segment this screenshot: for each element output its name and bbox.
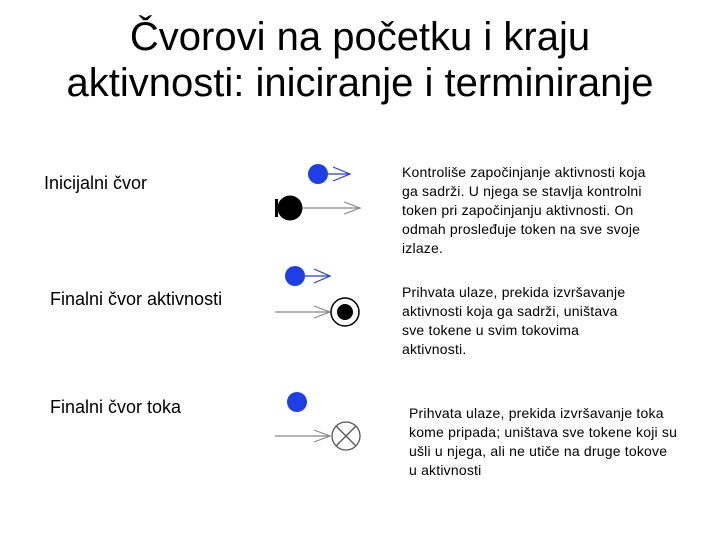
token-arrow-icon <box>328 167 350 181</box>
activity-final-node-core <box>337 304 353 320</box>
initial-node-icon <box>278 196 303 221</box>
title-line-1: Čvorovi na početku i kraju <box>129 15 591 59</box>
label-activity-final-node: Finalni čvor aktivnosti <box>50 289 223 309</box>
description-initial-node: Kontroliše započinjanje aktivnosti koja ga sadrži. U njega se stavlja kontrolni token pri započinjanju aktivnosti. On odmah prosleđuje token na sve svoje izlaze. <box>402 164 646 256</box>
token-arrow-icon <box>305 269 330 283</box>
flow-final-node-diagram <box>275 392 360 450</box>
token-icon <box>287 392 307 412</box>
description-flow-final-node: Prihvata ulaze, prekida izvršavanje toka kome pripada; uništava sve tokene koji su ušli u njega, ali ne utiče na druge tokove u aktivnosti <box>409 405 678 478</box>
description-activity-final-node: Prihvata ulaze, prekida izvršavanje aktivnosti koja ga sadrži, uništava sve tokene u svim tokovima aktivnosti. <box>402 284 626 357</box>
control-flow-arrow-icon <box>275 306 330 318</box>
activity-final-node-diagram <box>275 266 359 326</box>
label-initial-node: Inicijalni čvor <box>44 173 148 193</box>
token-icon <box>285 266 305 286</box>
initial-node-diagram <box>275 164 360 221</box>
title-line-2: aktivnosti: iniciranje i terminiranje <box>66 61 654 105</box>
token-icon <box>308 164 328 184</box>
control-flow-arrow-icon <box>275 430 330 442</box>
label-flow-final-node: Finalni čvor toka <box>50 397 182 417</box>
control-flow-arrow-icon <box>302 202 360 214</box>
